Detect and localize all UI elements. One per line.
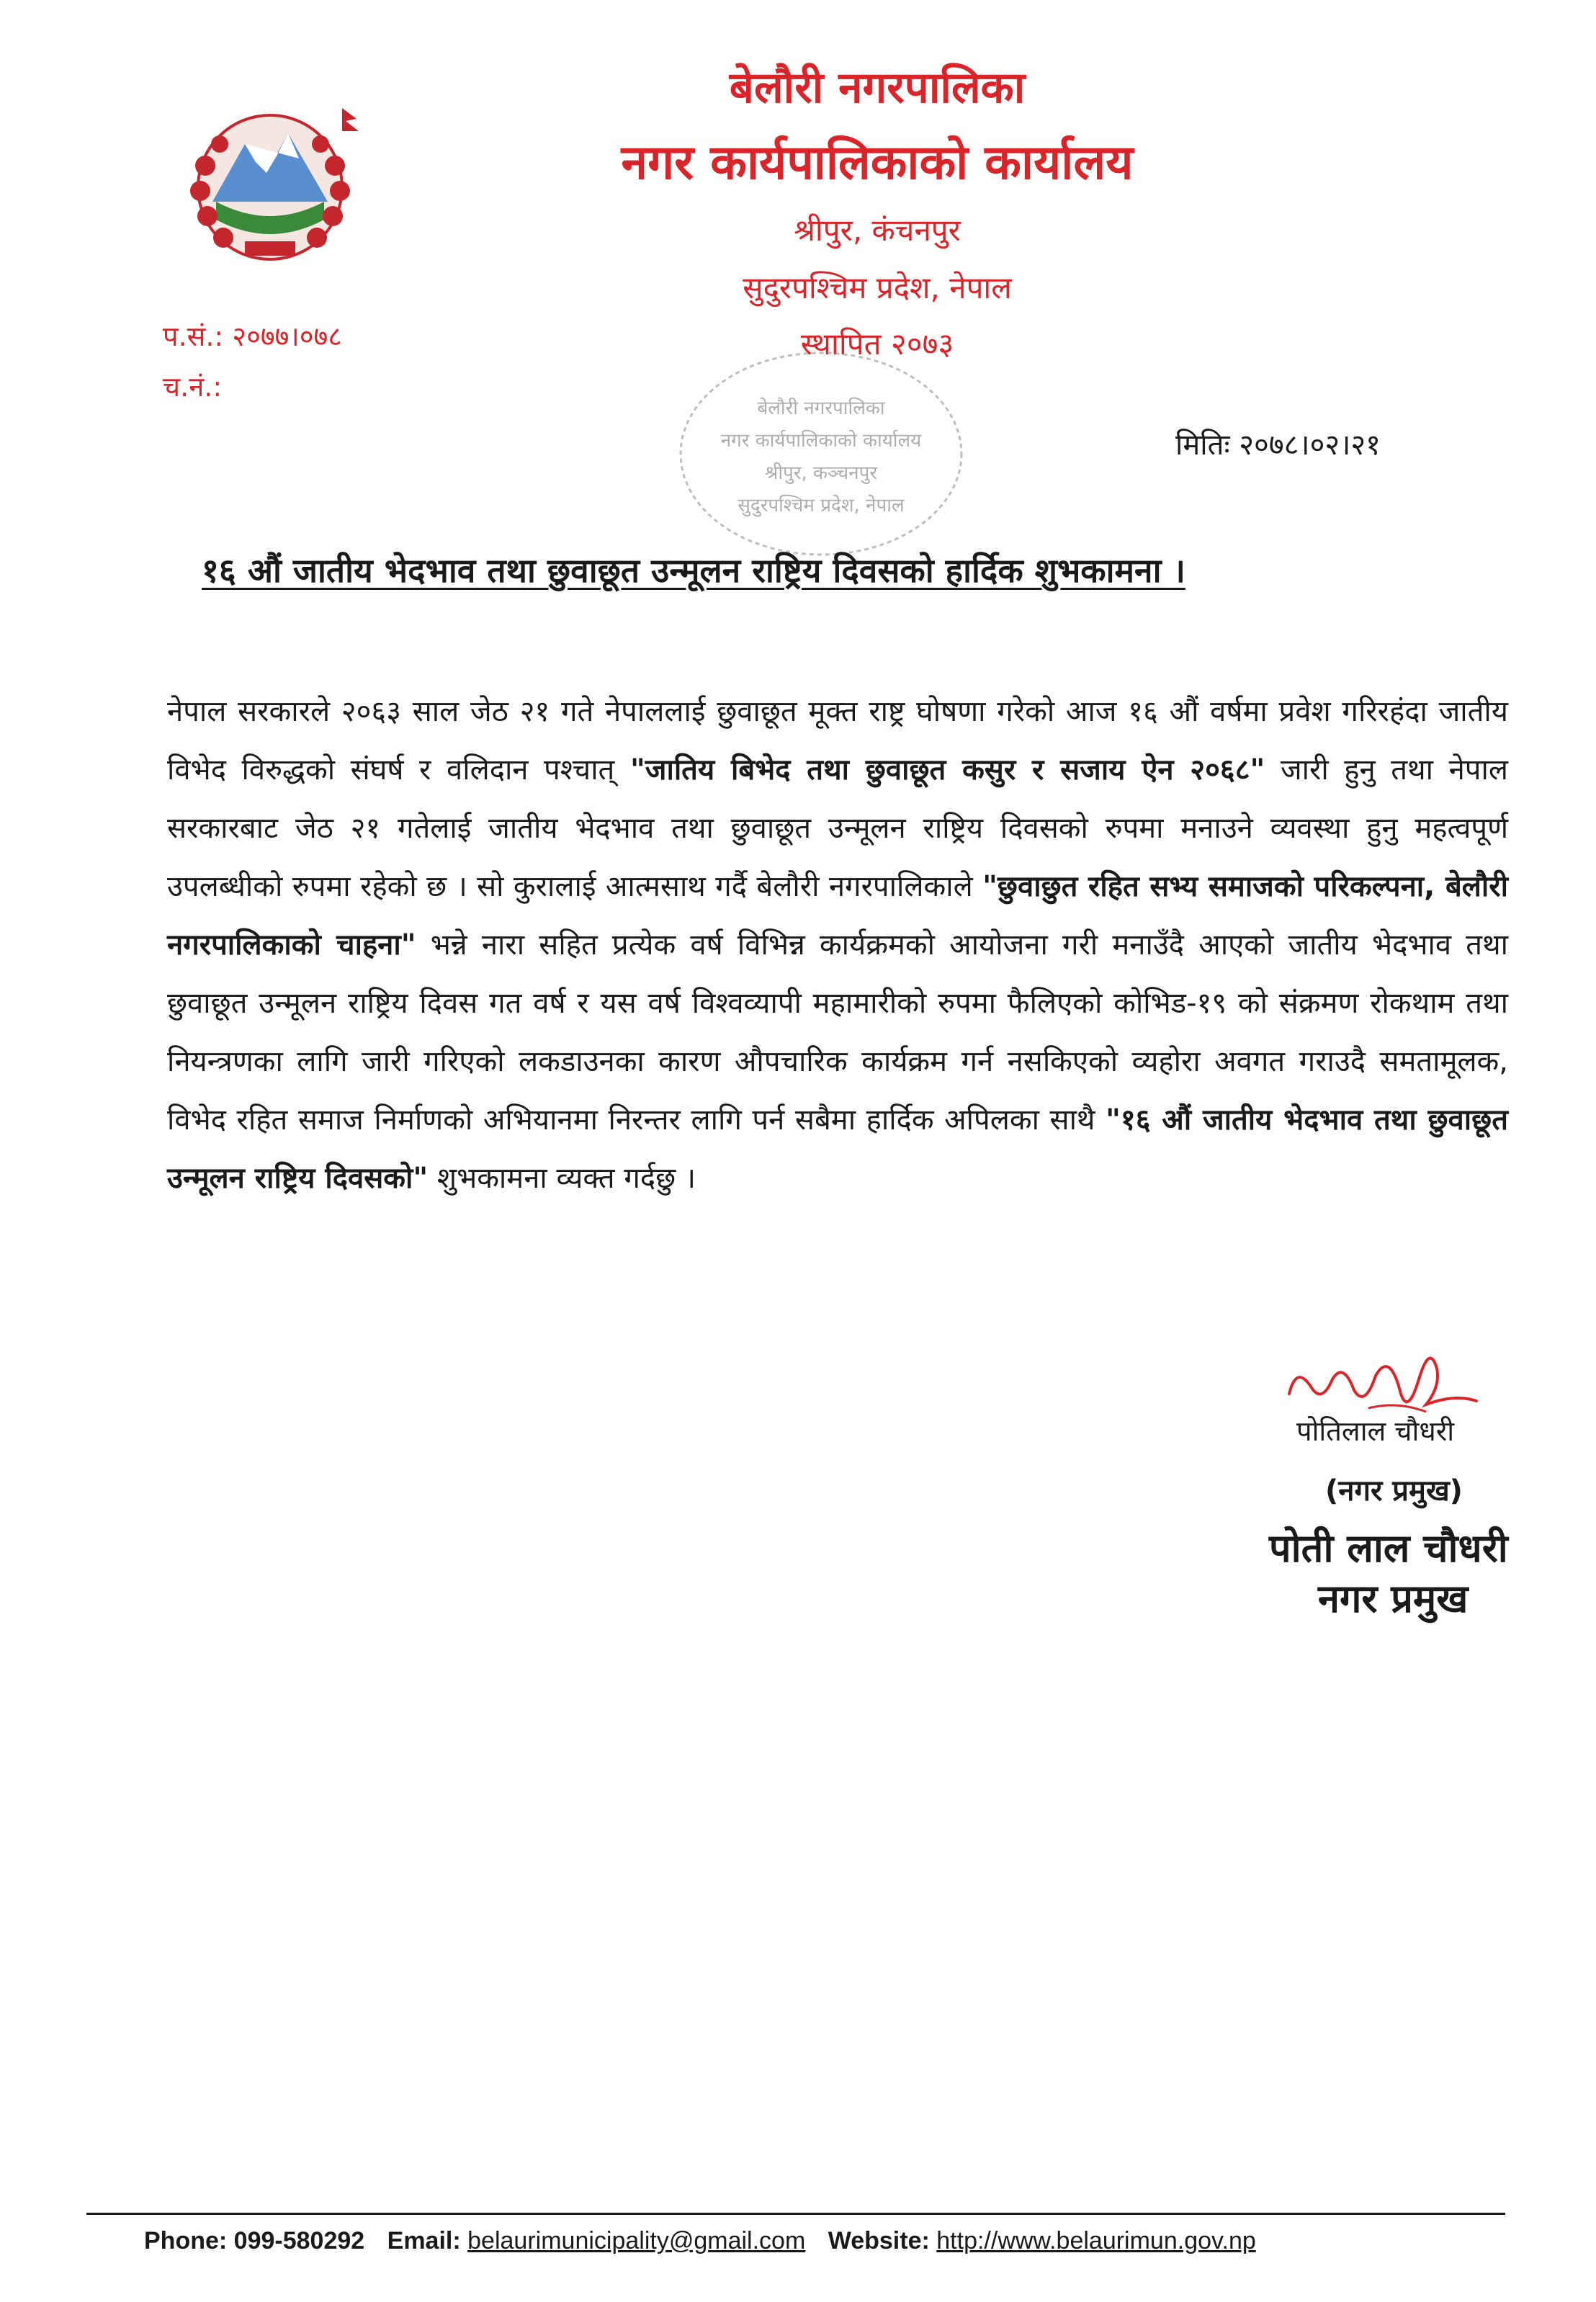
signatory-role: (नगर प्रमुख) [1325, 1474, 1463, 1508]
signatory-name: पोतिलाल चौधरी [1296, 1415, 1455, 1447]
stamp-line-4: सुदुरपश्चिम प्रदेश, नेपाल [738, 495, 905, 516]
body-bold-1: "जातिय बिभेद तथा छुवाछूत कसुर र सजाय ऐन २०६८" [629, 753, 1265, 787]
website-label: Website: [828, 2227, 930, 2254]
address-line-1: श्रीपुर, कंचनपुर [794, 212, 961, 248]
phone-label: Phone: [144, 2227, 228, 2254]
signatory-stamp-name: पोती लाल चौधरी [1269, 1526, 1508, 1571]
stamp-line-2: नगर कार्यपालिकाको कार्यालय [720, 430, 922, 452]
body-bold-2: "छुवाछुत रहित सभ्य समाजको परिकल्पना, बेलौरी नगरपालिकाको चाहना" [167, 870, 1508, 962]
address-line-2: सुदुरपश्चिम प्रदेश, नेपाल [743, 270, 1012, 305]
signatory-stamp-role: नगर प्रमुख [1318, 1576, 1469, 1621]
office-name: नगर कार्यपालिकाको कार्यालय [621, 135, 1134, 190]
established-year: स्थापित २०७३ [800, 326, 954, 362]
phone-number: 099-580292 [233, 2227, 365, 2254]
letter-title [202, 547, 1484, 592]
email-label: Email: [387, 2227, 461, 2254]
body-text-1: नेपाल सरकारले २०६३ साल जेठ २१ गते नेपाललाई छुवाछूत मूक्त राष्ट्र घोषणा गरेको आज १६ औं वर्षमा प्रवेश गरिरहंदा जातीय विभेद विरुद्धको संघर्ष र वलिदान पश्चात् [167, 695, 1508, 787]
municipality-name: बेलौरी नगरपालिका [729, 63, 1026, 113]
body-text-2: जारी हुनु तथा नेपाल सरकारबाट जेठ २१ गतेलाई जातीय भेदभाव तथा छुवाछूत उन्मूलन राष्ट्रिय दिवसको रुपमा मनाउने व्यवस्था हुनु महत्वपूर्ण उपलब्धीको रुपमा रहेको छ । सो कुरालाई आत्मसाथ गर्दै बेलौरी नगरपालिकाले [167, 753, 1508, 903]
dispatch-number: च.नं.: [163, 371, 223, 403]
letter-body [167, 683, 1508, 1208]
email-link[interactable]: belaurimunicipality@gmail.com [467, 2227, 806, 2254]
footer-contact [144, 2227, 1256, 2255]
body-text-3: भन्ने नारा सहित प्रत्येक वर्ष विभिन्न कार्यक्रमको आयोजना गरी मनाउँदै आएको जातीय भेदभाव तथा छुवाछूत उन्मूलन राष्ट्रिय दिवस गत वर्ष र यस वर्ष विश्वव्यापी महामारीको रुपमा फैलिएको कोभिड-१९ को संक्रमण रोकथाम तथा नियन्त्रणका लागि जारी गरिएको लकडाउनका कारण औपचारिक कार्यक्रम गर्न नसकिएको व्यहोरा अवगत गराउदै समतामूलक, विभेद रहित समाज निर्माणको अभियानमा निरन्तर लागि पर्न सबैमा हार्दिक अपिलका साथै [167, 928, 1508, 1137]
body-text-4: शुभकामना व्यक्त गर्दछु । [436, 1162, 696, 1195]
reference-number: प.सं.: २०७७।०७८ [163, 321, 343, 352]
body-bold-3: "१६ औं जातीय भेदभाव तथा छुवाछूत उन्मूलन राष्ट्रिय दिवसको" [167, 1103, 1508, 1195]
office-stamp [670, 346, 972, 562]
footer-divider [86, 2213, 1505, 2215]
letter-title-text: १६ औं जातीय भेदभाव तथा छुवाछूत उन्मूलन राष्ट्रिय दिवसको हार्दिक शुभकामना । [202, 551, 1185, 590]
letter-date: मितिः २०७८।०२।२१ [1175, 429, 1381, 462]
stamp-line-3: श्रीपुर, कञ्चनपुर [764, 462, 878, 484]
website-link[interactable]: http://www.belaurimun.gov.np [936, 2227, 1256, 2254]
stamp-line-1: बेलौरी नगरपालिका [757, 398, 885, 419]
